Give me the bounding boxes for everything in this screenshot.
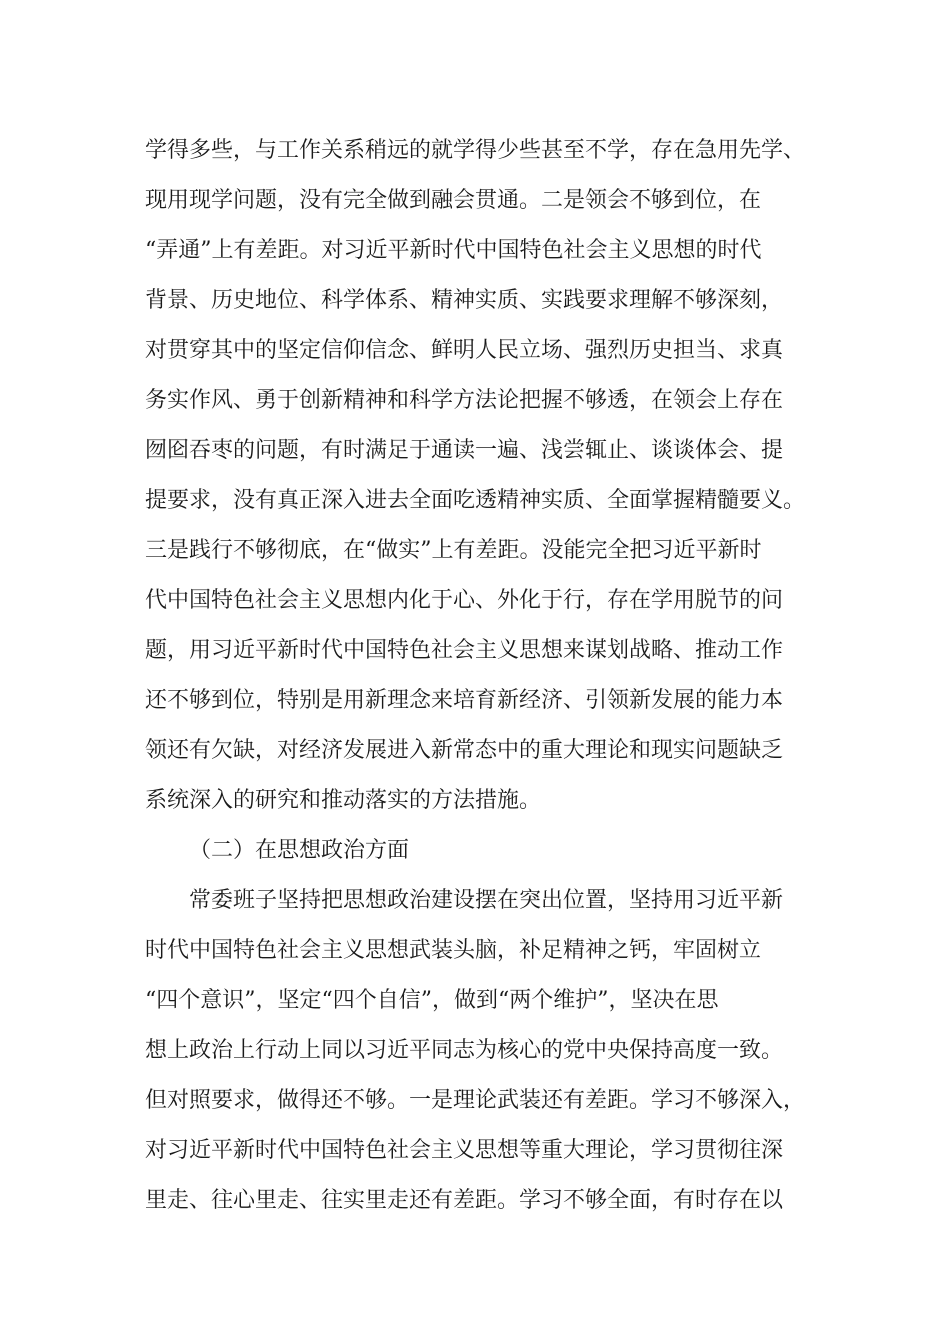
- text-line: 领还有欠缺，对经济发展进入新常态中的重大理论和现实问题缺乏: [145, 738, 784, 763]
- text-line: “四个意识”，坚定“四个自信”，做到“两个维护”，坚决在思: [145, 988, 719, 1013]
- text-line: 背景、历史地位、科学体系、精神实质、实践要求理解不够深刻，: [145, 288, 784, 313]
- text-line: 囫囵吞枣的问题，有时满足于通读一遍、浅尝辄止、谈谈体会、提: [145, 438, 784, 463]
- text-line: 时代中国特色社会主义思想武装头脑，补足精神之钙，牢固树立: [145, 938, 762, 963]
- text-line: 但对照要求，做得还不够。一是理论武装还有差距。学习不够深入，: [145, 1088, 806, 1113]
- text-line: 三是践行不够彻底，在“做实”上有差距。没能完全把习近平新时: [145, 538, 762, 563]
- text-line: 系统深入的研究和推动落实的方法措施。: [145, 788, 542, 813]
- text-line: 想上政治上行动上同以习近平同志为核心的党中央保持高度一致。: [145, 1038, 784, 1063]
- body-text: [145, 126, 815, 1226]
- section-heading: （二）在思想政治方面: [189, 838, 410, 863]
- text-line: 还不够到位，特别是用新理念来培育新经济、引领新发展的能力本: [145, 688, 784, 713]
- text-line: 题，用习近平新时代中国特色社会主义思想来谋划战略、推动工作: [145, 638, 784, 663]
- text-line: 提要求，没有真正深入进去全面吃透精神实质、全面掌握精髓要义。: [145, 488, 806, 513]
- text-line: 代中国特色社会主义思想内化于心、外化于行，存在学用脱节的问: [145, 588, 784, 613]
- text-line: “弄通”上有差距。对习近平新时代中国特色社会主义思想的时代: [145, 238, 762, 263]
- text-line: 务实作风、勇于创新精神和科学方法论把握不够透，在领会上存在: [145, 388, 784, 413]
- text-line: 里走、往心里走、往实里走还有差距。学习不够全面，有时存在以: [145, 1188, 784, 1213]
- text-line: 对贯穿其中的坚定信仰信念、鲜明人民立场、强烈历史担当、求真: [145, 338, 784, 363]
- text-line: 常委班子坚持把思想政治建设摆在突出位置，坚持用习近平新: [189, 888, 784, 913]
- text-line: 现用现学问题，没有完全做到融会贯通。二是领会不够到位，在: [145, 188, 762, 213]
- text-line: 对习近平新时代中国特色社会主义思想等重大理论，学习贯彻往深: [145, 1138, 784, 1163]
- text-line: 学得多些，与工作关系稍远的就学得少些甚至不学，存在急用先学、: [145, 138, 806, 163]
